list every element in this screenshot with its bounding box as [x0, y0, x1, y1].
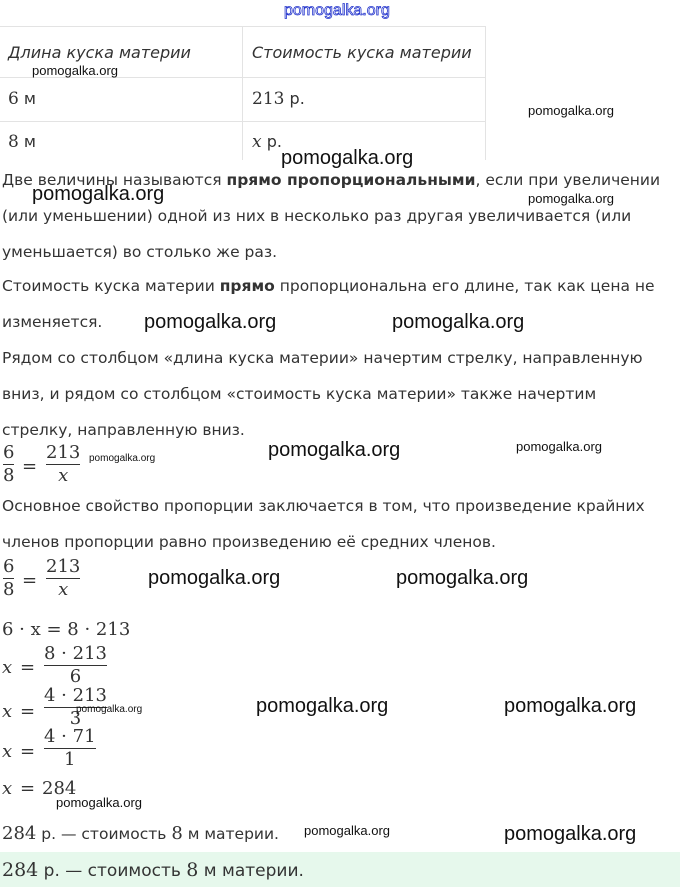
watermark: pomogalka.org [396, 567, 529, 589]
watermark: pomogalka.org [281, 147, 414, 169]
watermark: pomogalka.org [268, 439, 401, 461]
answer-box [0, 852, 680, 887]
watermark: pomogalka.org [144, 311, 277, 333]
watermark-top: pomogalka.org [284, 2, 390, 19]
answer-text: 284 р. — стоимость 8 м материи. [2, 859, 304, 881]
conclusion-line: 284 р. — стоимость 8 м материи. [2, 823, 279, 844]
table-cell-cost-2: x р. [252, 132, 282, 152]
table-cell-cost-1: 213 р. [252, 89, 305, 109]
fraction-step-2: 4 · 213 3 [44, 685, 107, 729]
fraction-213-x: 213 x [46, 442, 81, 486]
watermark: pomogalka.org [304, 823, 390, 838]
table-header-length: Длина куска материи [8, 43, 191, 62]
table-header-cost: Стоимость куска материи [252, 43, 472, 62]
watermark: pomogalka.org [56, 795, 142, 810]
proportionality-paragraph: Стоимость куска материи прямо пропорциональна его длине, так как цена не изменяется. [2, 277, 655, 331]
watermark: pomogalka.org [528, 103, 614, 118]
table-cell-length-1: 6 м [8, 89, 36, 109]
property-paragraph: Основное свойство пропорции заключается в том, что произведение крайних членов пропорции равно произведению её средних членов. [2, 497, 645, 551]
definition-paragraph: Две величины называются прямо пропорциональными, если при увеличении (или уменьшении) одной из них в несколько раз другая увеличивается (или уменьшается) во столько же раз. [2, 171, 661, 261]
watermark: pomogalka.org [516, 439, 602, 454]
fraction-6-8: 6 8 [3, 442, 15, 486]
watermark: pomogalka.org [528, 191, 614, 206]
watermark: pomogalka.org [148, 567, 281, 589]
watermark: pomogalka.org [504, 695, 637, 717]
fraction-6-8: 6 8 [3, 556, 15, 600]
watermark: pomogalka.org [392, 311, 525, 333]
watermark: pomogalka.org [32, 63, 118, 78]
proportion-table [0, 26, 486, 160]
cross-multiplication-line: 6 · x = 8 · 213 [2, 619, 131, 640]
table-cell-length-2: 8 м [8, 132, 36, 152]
fraction-213-x: 213 x [46, 556, 81, 600]
watermark: pomogalka.org [32, 183, 165, 205]
watermark: pomogalka.org [89, 453, 156, 464]
watermark: pomogalka.org [76, 704, 143, 715]
arrows-paragraph: Рядом со столбцом «длина куска материи» начертим стрелку, направленную вниз, и рядом со столбцом «стоимость куска материи» также начертим стрелку, направленную вниз. [2, 349, 643, 439]
watermark: pomogalka.org [256, 695, 389, 717]
fraction-step-1: 8 · 213 6 [44, 643, 107, 687]
fraction-step-3: 4 · 71 1 [44, 726, 96, 770]
watermark: pomogalka.org [504, 823, 637, 845]
